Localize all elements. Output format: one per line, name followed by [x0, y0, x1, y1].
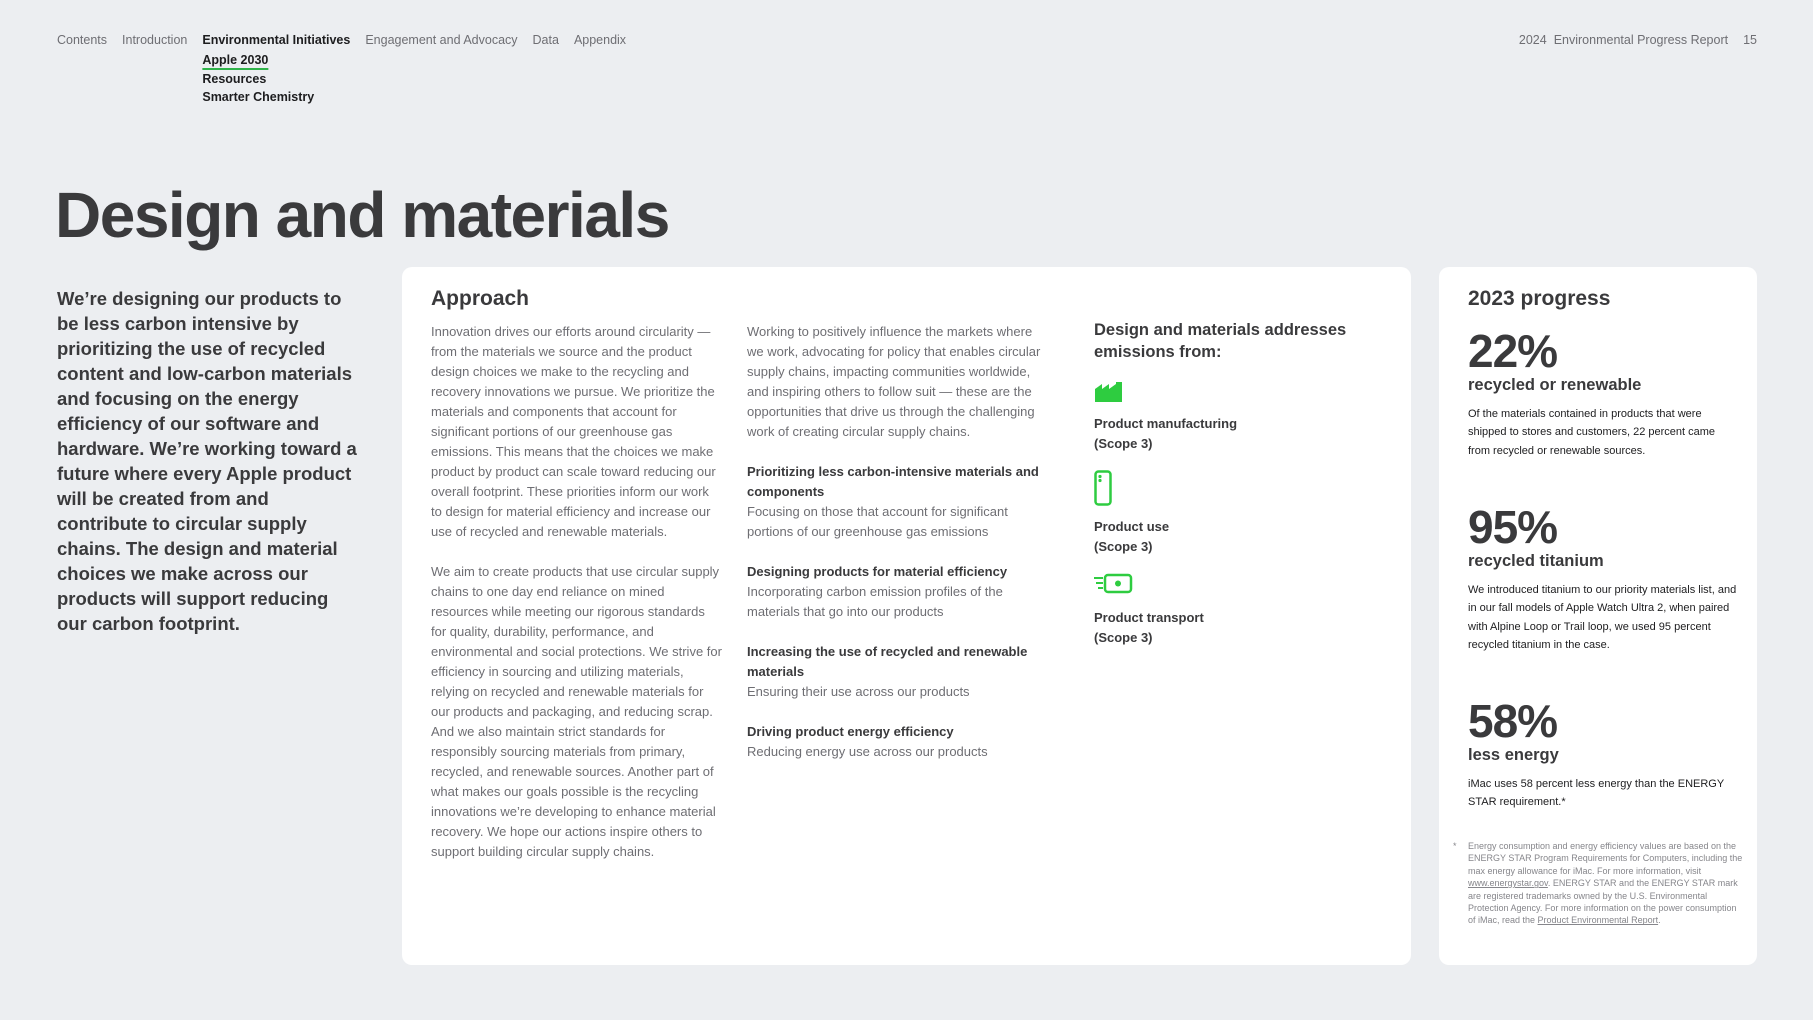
nav-environmental-group [202, 33, 350, 107]
truck-icon [1094, 573, 1384, 602]
stat-block [1468, 503, 1738, 654]
priority-item [747, 642, 1047, 702]
priority-title: Driving product energy efficiency [747, 724, 954, 739]
page-title: Design and materials [55, 179, 669, 251]
progress-card [1439, 267, 1757, 965]
emission-label: Product transport [1094, 610, 1204, 625]
intro-text: We’re designing our products to be less carbon intensive by prioritizing the use of recycled content and low-carbon materials and focusing on the energy efficiency of our software and hardware. We’re working toward a future where every Apple product will be created from and contribute to circular supply chains. The design and material choices we make across our products will support reducing our carbon footprint. [57, 288, 357, 634]
approach-card [402, 267, 1411, 965]
stat-value: 22% [1468, 325, 1558, 377]
nav-data[interactable]: Data [532, 33, 559, 47]
priority-text: Reducing energy use across our products [747, 744, 988, 759]
approach-heading: Approach [431, 287, 530, 310]
stat-value: 58% [1468, 695, 1558, 747]
footnote-mark: * [1453, 841, 1457, 851]
phone-icon [1094, 470, 1384, 511]
stat-value: 95% [1468, 501, 1558, 553]
subnav-resources[interactable]: Resources [202, 71, 267, 86]
footnote-body [1468, 840, 1745, 927]
priority-text: Incorporating carbon emission profiles of the materials that go into our products [747, 584, 1003, 619]
progress-heading: 2023 progress [1468, 287, 1611, 310]
report-year: 2024 [1518, 33, 1547, 47]
top-nav [57, 33, 641, 107]
emission-item [1094, 573, 1384, 648]
priority-text: Ensuring their use across our products [747, 684, 970, 699]
product-environmental-report-link[interactable]: Product Environmental Report [1537, 915, 1659, 926]
page-number: 15 [1743, 33, 1757, 47]
nav-contents[interactable]: Contents [57, 33, 108, 47]
report-meta [1519, 33, 1757, 47]
approach-column-2 [747, 322, 1047, 782]
stat-block [1468, 697, 1738, 812]
subnav [202, 51, 350, 107]
emission-scope: (Scope 3) [1094, 436, 1153, 451]
priority-item [747, 562, 1047, 622]
nav-appendix[interactable]: Appendix [573, 33, 627, 47]
approach-paragraph: Working to positively influence the markets where we work, advocating for policy that enables circular supply chains, impacting communities worldwide, and inspiring others to follow suit — these are the opportunities that drive us through the challenging work of creating circular supply chains. [747, 324, 1041, 439]
approach-column-1 [431, 322, 723, 882]
stat-block [1468, 327, 1738, 460]
stat-label: less energy [1468, 746, 1559, 764]
footnote [1453, 840, 1745, 927]
emission-scope: (Scope 3) [1094, 630, 1153, 645]
priority-title: Increasing the use of recycled and renewable materials [747, 644, 1028, 679]
priority-text: Focusing on those that account for significant portions of our greenhouse gas emissions [747, 504, 1008, 539]
priority-title: Prioritizing less carbon-intensive materials and components [747, 464, 1039, 499]
subnav-smarter-chemistry[interactable]: Smarter Chemistry [202, 90, 315, 104]
energystar-link[interactable]: www.energystar.gov [1468, 878, 1548, 889]
stat-label: recycled or renewable [1468, 376, 1642, 394]
stat-description: iMac uses 58 percent less energy than the ENERGY STAR requirement.* [1468, 778, 1724, 809]
footnote-text: . ENERGY STAR and the ENERGY STAR mark are registered trademarks owned by the U.S. Environmental Protection Agency. For more information on the power consumption of iMac, read the [1468, 878, 1738, 926]
stat-description: Of the materials contained in products that were shipped to stores and customers, 22 percent came from recycled or renewable sources. [1468, 408, 1716, 457]
nav-introduction[interactable]: Introduction [122, 33, 188, 47]
stat-description: We introduced titanium to our priority materials list, and in our fall models of Apple Watch Ultra 2, when paired with Alpine Loop or Trail loop, we used 95 percent recycled titanium in the case. [1468, 584, 1737, 651]
footnote-text: Energy consumption and energy efficiency values are based on the ENERGY STAR Program Requirements for Computers, including the max energy allowance for iMac. For more information, visit [1468, 841, 1743, 876]
report-name: Environmental Progress Report [1553, 33, 1729, 47]
nav-engagement-advocacy[interactable]: Engagement and Advocacy [365, 33, 518, 47]
nav-environmental-initiatives[interactable]: Environmental Initiatives [202, 33, 351, 47]
approach-paragraph: We aim to create products that use circular supply chains to one day end reliance on mined resources while meeting our rigorous standards for quality, durability, performance, and environmental and social protections. We strive for efficiency in sourcing and utilizing materials, relying on recycled and renewable materials for our products and packaging, and reducing scrap. And we also maintain strict standards for responsibly sourcing materials from primary, recycled, and renewable sources. Another part of what makes our goals possible is the recycling innovations we’re developing to enhance material recovery. We hope our actions inspire others to support building circular supply chains. [431, 564, 722, 859]
emission-item [1094, 381, 1384, 454]
emission-scope: (Scope 3) [1094, 539, 1153, 554]
stat-label: recycled titanium [1468, 552, 1604, 570]
priority-title: Designing products for material efficiency [747, 564, 1008, 579]
priority-item [747, 462, 1047, 542]
emission-item [1094, 470, 1384, 557]
approach-paragraph: Innovation drives our efforts around circularity — from the materials we source and the product design choices we make to the recycling and recovery innovations we pursue. We prioritize the materials and components that account for significant portions of our greenhouse gas emissions. This means that the choices we make product by product can scale toward reducing our overall footprint. These priorities inform our work to design for material efficiency and increase our use of recycled and renewable materials. [431, 324, 716, 539]
factory-icon [1094, 381, 1384, 408]
emission-label: Product use [1094, 519, 1170, 534]
emissions-heading: Design and materials addresses emissions from: [1094, 321, 1347, 361]
subnav-apple-2030[interactable]: Apple 2030 [202, 53, 269, 67]
emission-label: Product manufacturing [1094, 416, 1238, 431]
priority-item [747, 722, 1047, 762]
footnote-text: . [1658, 915, 1661, 926]
emissions-column [1094, 319, 1384, 648]
